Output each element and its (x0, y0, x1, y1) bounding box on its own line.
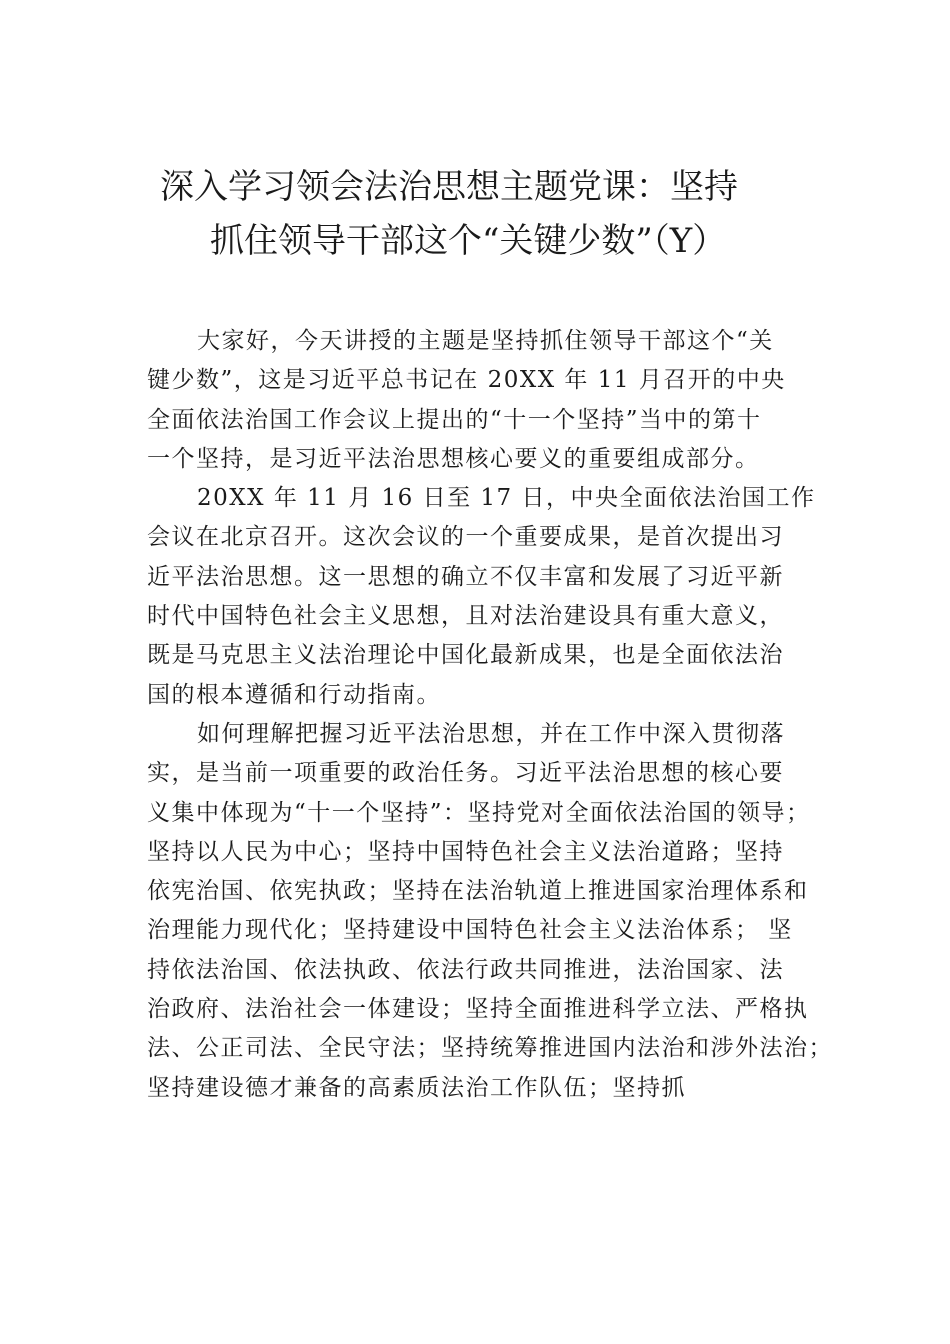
text-line: 如何理解把握习近平法治思想，并在工作中深入贯彻落 (197, 720, 785, 747)
text-line: 治理能力现代化；坚持建设中国特色社会主义法治体系； 坚 (147, 917, 793, 944)
text-line: 治政府、法治社会一体建设；坚持全面推进科学立法、严格执 (147, 996, 809, 1023)
text-line: 实，是当前一项重要的政治任务。习近平法治思想的核心要 (147, 760, 784, 787)
text-line: 时代中国特色社会主义思想，且对法治建设具有重大意义， (147, 603, 784, 630)
title-line: 抓住领导干部这个“关键少数”（Y） (210, 221, 727, 261)
text-line: 持依法治国、依法执政、依法行政共同推进，法治国家、法 (147, 956, 784, 983)
text-line: 近平法治思想。这一思想的确立不仅丰富和发展了习近平新 (147, 563, 784, 590)
text-line: 国的根本遵循和行动指南。 (147, 681, 441, 708)
text-line: 20XX 年 11 月 16 日至 17 日，中央全面依法治国工作 (197, 485, 816, 512)
paragraph-intro (147, 322, 827, 479)
text-line: 一个坚持，是习近平法治思想核心要义的重要组成部分。 (147, 445, 760, 472)
text-line: 键少数”，这是习近平总书记在 20XX 年 11 月召开的中央 (147, 367, 786, 394)
document-title (130, 160, 830, 268)
text-line: 义集中体现为“十一个坚持”：坚持党对全面依法治国的领导； (147, 799, 811, 826)
text-line: 既是马克思主义法治理论中国化最新成果，也是全面依法治 (147, 642, 784, 669)
paragraph-conference (147, 479, 827, 715)
document-body (147, 322, 833, 1108)
text-line: 会议在北京召开。这次会议的一个重要成果，是首次提出习 (147, 524, 784, 551)
paragraph-eleven-principles (147, 715, 833, 1108)
text-line: 依宪治国、依宪执政；坚持在法治轨道上推进国家治理体系和 (147, 878, 809, 905)
text-line: 法、公正司法、全民守法；坚持统筹推进国内法治和涉外法治； (147, 1035, 833, 1062)
text-line: 坚持以人民为中心；坚持中国特色社会主义法治道路；坚持 (147, 838, 784, 865)
text-line: 全面依法治国工作会议上提出的“十一个坚持”当中的第十 (147, 406, 762, 433)
text-line: 大家好，今天讲授的主题是坚持抓住领导干部这个“关 (197, 328, 774, 354)
text-line: 坚持建设德才兼备的高素质法治工作队伍；坚持抓 (147, 1074, 686, 1101)
title-line: 深入学习领会法治思想主题党课：坚持 (160, 167, 738, 207)
